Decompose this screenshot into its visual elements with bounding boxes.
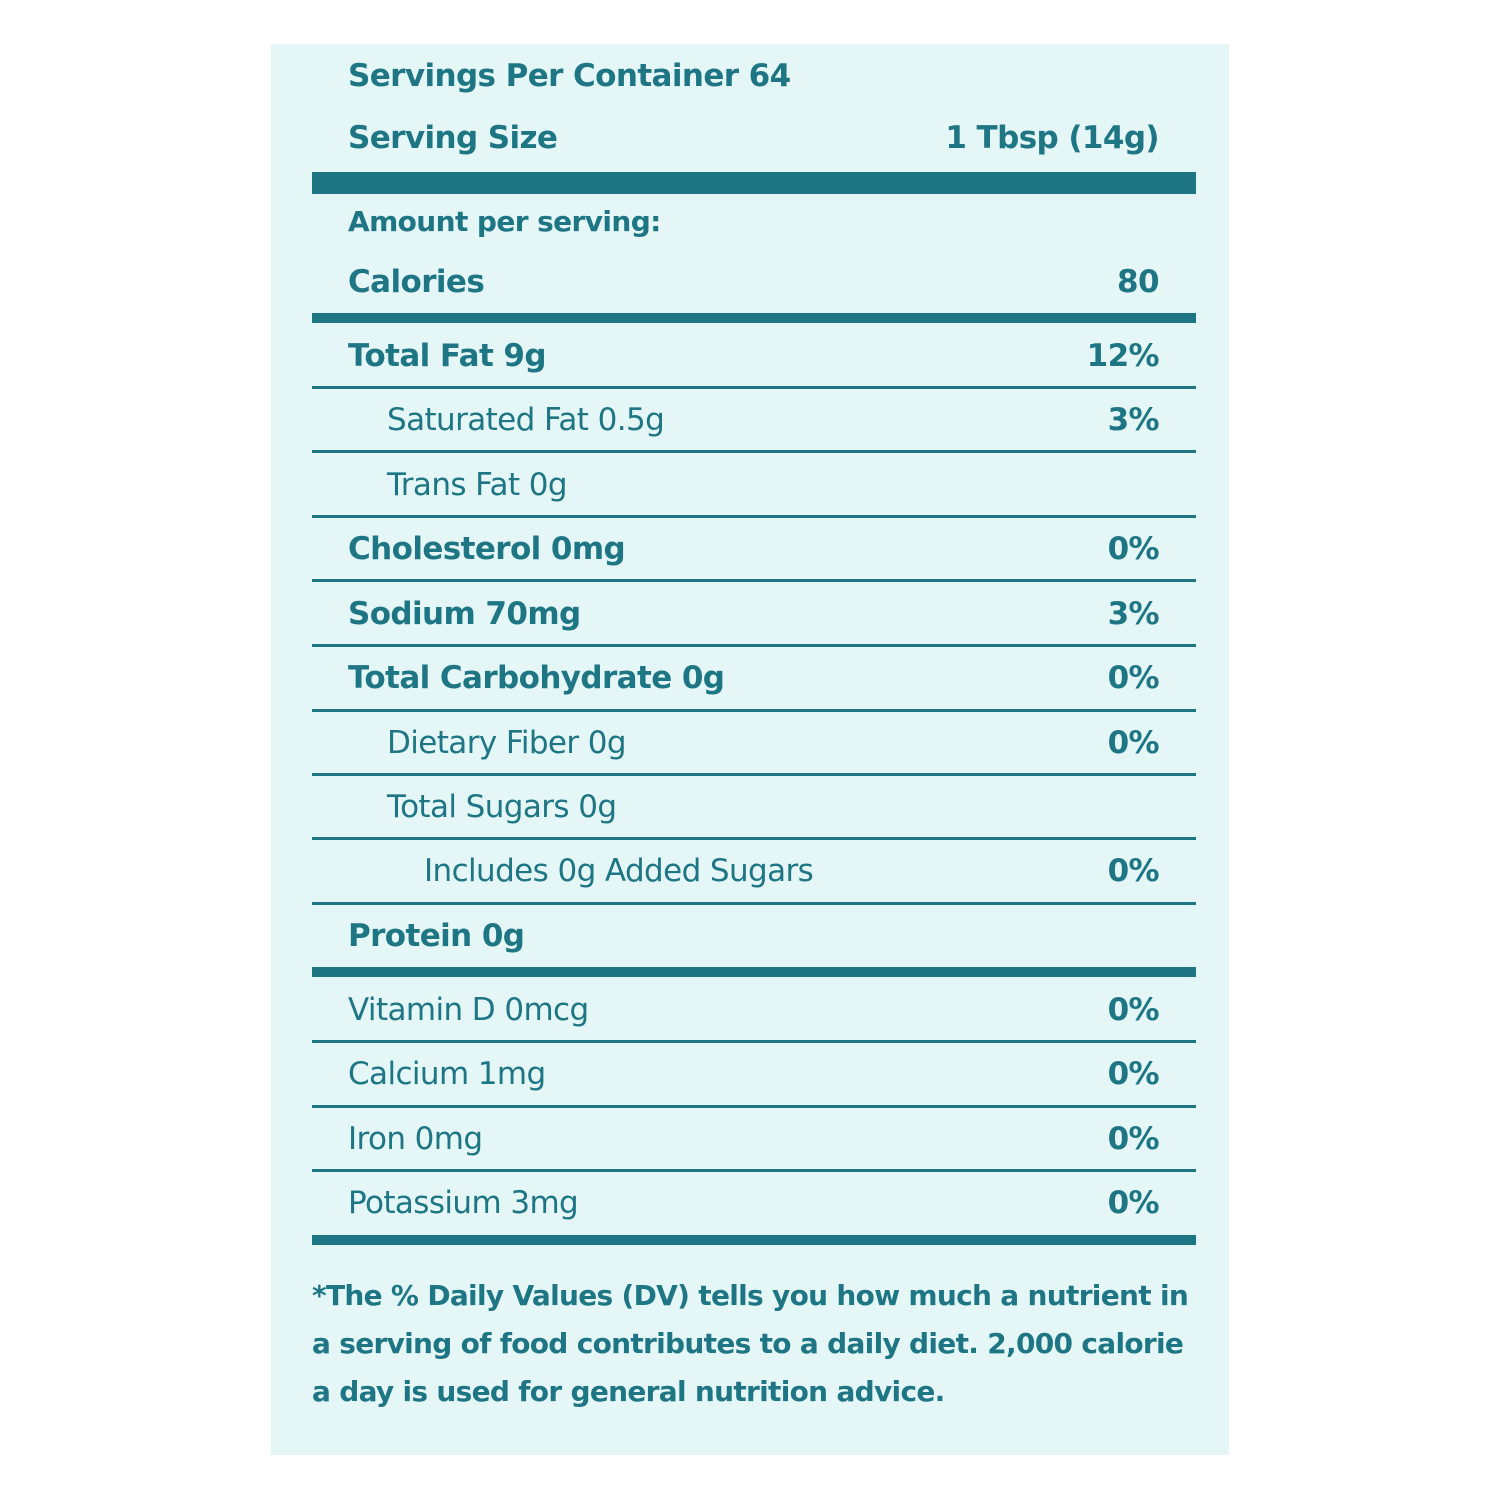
daily-value-footnote: *The % Daily Values (DV) tells you how much a nutrient in a serving of food contributes to a daily diet. 2,000 calorie a day is used for general nutrition advice. (312, 1279, 1189, 1408)
row-divider (312, 515, 1196, 518)
row-divider (312, 902, 1196, 905)
thick-divider-top (312, 172, 1196, 194)
vitamin-label-calcium: Calcium 1mg (348, 1056, 546, 1092)
vitamin-dv-calcium: 0% (1107, 1056, 1159, 1092)
nutrient-dv-total-fat: 12% (1086, 338, 1159, 374)
nutrient-dv-total-carbohydrate: 0% (1107, 660, 1159, 696)
amount-per-serving: Amount per serving: (348, 205, 661, 238)
row-divider (312, 450, 1196, 453)
nutrient-label-sodium: Sodium 70mg (348, 596, 581, 632)
row-divider (312, 709, 1196, 712)
divider-calories (312, 313, 1196, 323)
calories-label: Calories (348, 264, 485, 300)
vitamin-label-vitamin-d: Vitamin D 0mcg (348, 992, 589, 1028)
row-divider (312, 644, 1196, 647)
nutrient-label-added-sugars: Includes 0g Added Sugars (424, 853, 814, 889)
divider-vitamins (312, 967, 1196, 977)
vitamin-label-potassium: Potassium 3mg (348, 1185, 579, 1221)
nutrient-dv-added-sugars: 0% (1107, 853, 1159, 889)
nutrient-label-dietary-fiber: Dietary Fiber 0g (387, 725, 626, 761)
vitamin-dv-iron: 0% (1107, 1121, 1159, 1157)
nutrient-dv-saturated-fat: 3% (1107, 402, 1159, 438)
nutrient-dv-sodium: 3% (1107, 596, 1159, 632)
nutrient-label-total-sugars: Total Sugars 0g (387, 789, 617, 825)
nutrient-label-saturated-fat: Saturated Fat 0.5g (387, 402, 665, 438)
nutrient-label-total-fat: Total Fat 9g (348, 338, 546, 374)
vitamin-label-iron: Iron 0mg (348, 1121, 483, 1157)
nutrient-label-total-carbohydrate: Total Carbohydrate 0g (348, 660, 725, 696)
nutrient-dv-cholesterol: 0% (1107, 531, 1159, 567)
serving-size-value: 1 Tbsp (14g) (945, 120, 1159, 156)
row-divider (312, 579, 1196, 582)
calories-value: 80 (1117, 264, 1159, 300)
serving-size-label: Serving Size (348, 120, 558, 156)
nutrient-dv-dietary-fiber: 0% (1107, 725, 1159, 761)
divider-bottom (312, 1235, 1196, 1245)
nutrient-label-cholesterol: Cholesterol 0mg (348, 531, 626, 567)
vitamin-dv-potassium: 0% (1107, 1185, 1159, 1221)
row-divider (312, 773, 1196, 776)
row-divider (312, 837, 1196, 840)
nutrient-label-trans-fat: Trans Fat 0g (387, 467, 567, 503)
servings-per-container: Servings Per Container 64 (348, 58, 791, 94)
row-divider (312, 1169, 1196, 1172)
row-divider (312, 386, 1196, 389)
nutrient-label-protein: Protein 0g (348, 918, 525, 954)
row-divider (312, 1105, 1196, 1108)
row-divider (312, 1040, 1196, 1043)
vitamin-dv-vitamin-d: 0% (1107, 992, 1159, 1028)
